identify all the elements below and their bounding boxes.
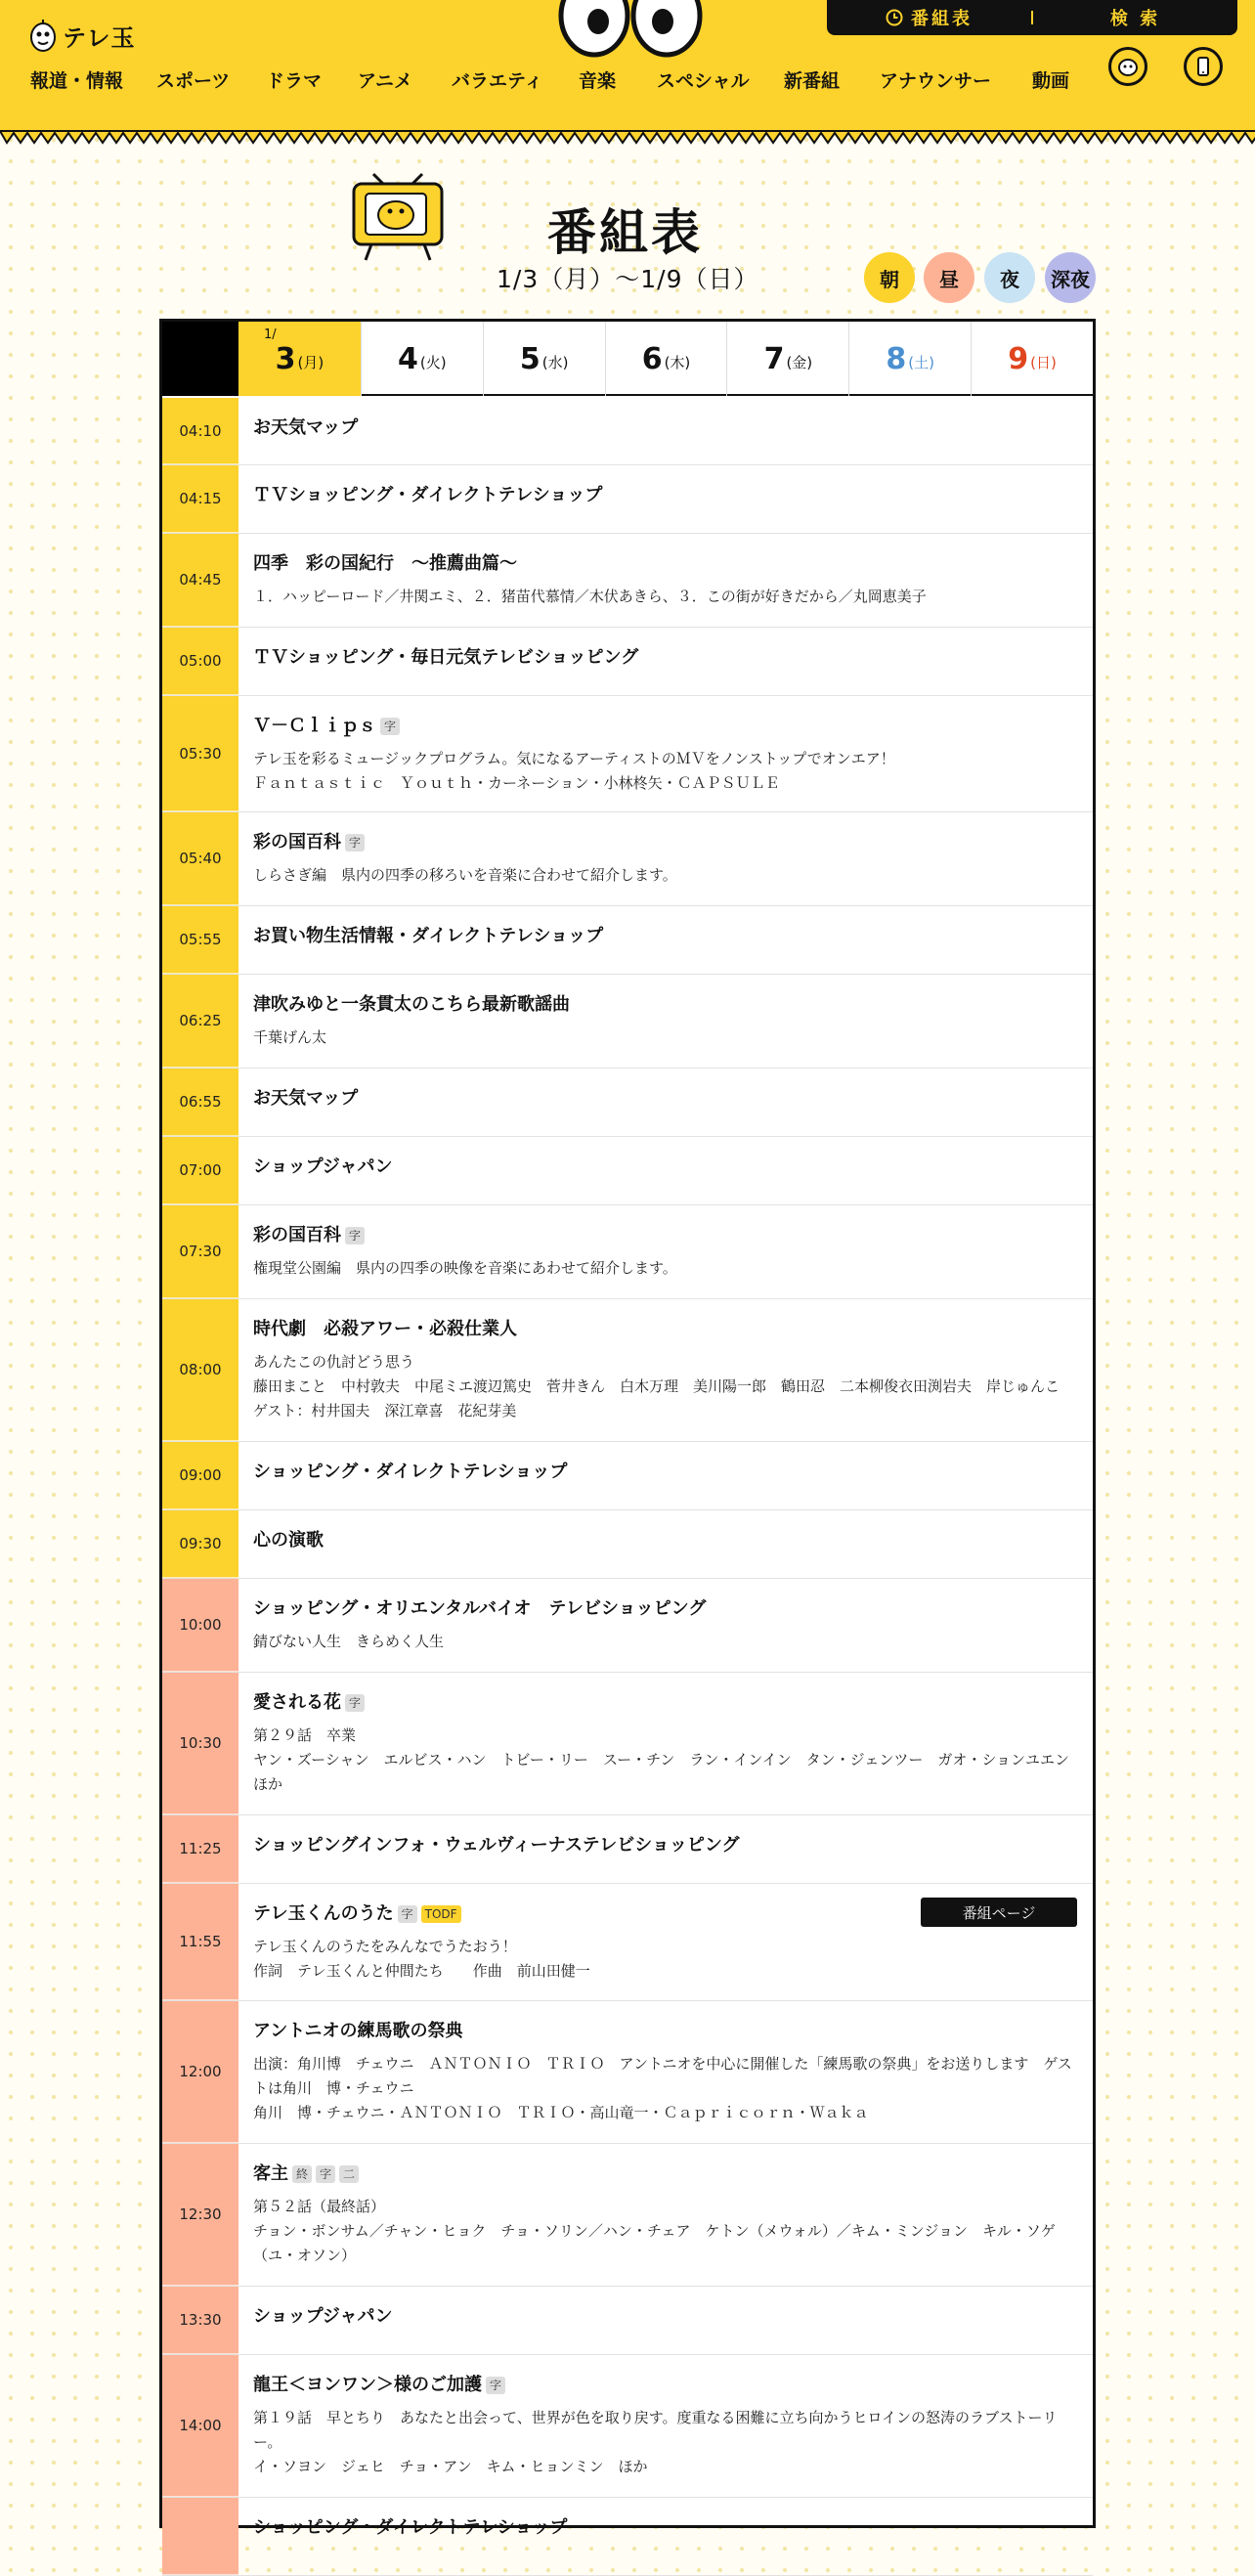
program-description: 第２９話 卒業 bbox=[253, 1726, 357, 1744]
program-title-line bbox=[253, 2517, 1077, 2539]
program-title-line bbox=[253, 832, 1077, 853]
program-title[interactable]: ショッピング・オリエンタルバイオ テレビショッピング bbox=[253, 1598, 707, 1619]
program-row[interactable] bbox=[162, 2498, 1093, 2576]
program-info bbox=[238, 2144, 1093, 2286]
program-title[interactable]: ＴＶショッピング・ダイレクトテレショップ bbox=[253, 485, 603, 505]
program-title-line bbox=[253, 647, 1077, 669]
schedule-table bbox=[159, 319, 1096, 2538]
day-tab-3[interactable] bbox=[605, 322, 727, 396]
program-title[interactable]: テレ玉くんのうた bbox=[253, 1903, 394, 1924]
tod-night-label: 夜 bbox=[1000, 267, 1019, 291]
clock-icon bbox=[886, 9, 903, 26]
nav-item-new-programs[interactable]: 新番組 bbox=[784, 70, 841, 92]
nav-item-variety[interactable]: バラエティ bbox=[452, 70, 543, 92]
day-tab-number: 5 bbox=[519, 341, 541, 376]
program-badge: 字 bbox=[345, 1227, 365, 1244]
day-tab-weekday: (土) bbox=[908, 353, 935, 371]
program-title-line bbox=[253, 716, 1077, 737]
program-time: 04:10 bbox=[162, 398, 238, 464]
program-title-line bbox=[253, 2375, 1077, 2396]
program-description: 藤田まこと 中村敦夫 中尾ミエ渡辺篤史 菅井きん 白木万理 美川陽一郎 鶴田忍 二本柳俊衣田渕岩夫 岸じゅんこ ゲスト：村井国夫 深江章喜 花紀芽美 bbox=[253, 1377, 1075, 1419]
mascot-eyes-icon bbox=[557, 0, 704, 59]
program-info bbox=[238, 2287, 1093, 2354]
program-title-line bbox=[253, 2163, 1077, 2185]
program-badge: 字 bbox=[345, 834, 365, 851]
program-info bbox=[238, 906, 1093, 974]
program-time: 05:30 bbox=[162, 696, 238, 811]
program-title-line bbox=[253, 1225, 1077, 1246]
program-time: 05:55 bbox=[162, 906, 238, 974]
program-time: 14:00 bbox=[162, 2355, 238, 2497]
program-title-line bbox=[253, 2021, 1077, 2042]
program-row[interactable] bbox=[162, 1299, 1093, 1442]
program-row[interactable] bbox=[162, 1205, 1093, 1299]
nav-item-announcers[interactable]: アナウンサー bbox=[880, 70, 992, 92]
program-title-line bbox=[253, 417, 1077, 439]
program-info bbox=[238, 2355, 1093, 2497]
program-title[interactable]: 四季 彩の国紀行 ～推薦曲篇～ bbox=[253, 553, 517, 574]
program-badge: 終 bbox=[292, 2165, 312, 2183]
topbar-search-link[interactable] bbox=[1033, 5, 1237, 30]
program-info bbox=[238, 812, 1093, 905]
program-title[interactable]: 時代劇 必殺アワー・必殺仕業人 bbox=[253, 1319, 517, 1339]
program-title-line bbox=[253, 553, 1077, 575]
program-info bbox=[238, 1884, 1093, 2000]
program-description: イ・ソヨン ジェヒ チョ・アン キム・ヒョンミン ほか bbox=[253, 2458, 648, 2475]
program-badge: 字 bbox=[486, 2377, 505, 2394]
program-description: テレ玉くんのうたをみんなでうたおう！ bbox=[253, 1938, 517, 1955]
nav-mascot-button[interactable] bbox=[1108, 47, 1147, 86]
header-zigzag-edge bbox=[0, 131, 1255, 147]
program-info bbox=[238, 1137, 1093, 1204]
main-nav bbox=[0, 59, 1255, 98]
top-utility-bar bbox=[827, 0, 1237, 35]
program-badge: 字 bbox=[380, 718, 400, 735]
program-row[interactable] bbox=[162, 1137, 1093, 1205]
program-page-button[interactable]: 番組ページ bbox=[921, 1898, 1077, 1927]
program-title[interactable]: 彩の国百科 bbox=[253, 1225, 341, 1245]
program-description: 第１９話 早とちり あなたと出会って、世界が色を取り戻す。度重なる困難に立ち向かうヒロインの怒涛のラブストーリー。 bbox=[253, 2409, 1058, 2451]
program-row[interactable] bbox=[162, 398, 1093, 465]
program-title-line bbox=[253, 994, 1077, 1016]
program-row[interactable] bbox=[162, 1815, 1093, 1884]
program-row[interactable] bbox=[162, 812, 1093, 906]
nav-item-special[interactable]: スペシャル bbox=[657, 70, 750, 92]
program-description: テレ玉を彩るミュージックプログラム。気になるアーティストのＭＶをノンストップでオンエア！ bbox=[253, 750, 895, 767]
nav-item-music[interactable]: 音楽 bbox=[579, 70, 617, 92]
program-title[interactable]: ショッピング・ダイレクトテレショップ bbox=[253, 1462, 568, 1482]
tod-noon-label: 昼 bbox=[939, 267, 959, 291]
day-tab-weekday: (水) bbox=[541, 353, 569, 371]
program-time: 05:40 bbox=[162, 812, 238, 905]
program-description: あんたこの仇討どう思う bbox=[253, 1353, 415, 1371]
tod-noon-button[interactable] bbox=[924, 252, 974, 303]
program-info bbox=[238, 1442, 1093, 1509]
program-badge: 字 bbox=[316, 2165, 335, 2183]
program-info bbox=[238, 534, 1093, 627]
program-description: しらさぎ編 県内の四季の移ろいを音楽に合わせて紹介します。 bbox=[253, 866, 677, 884]
program-time: 13:30 bbox=[162, 2287, 238, 2354]
program-time: 11:55 bbox=[162, 1884, 238, 2000]
day-tab-weekday: (金) bbox=[786, 353, 813, 371]
program-row[interactable] bbox=[162, 465, 1093, 534]
program-row[interactable] bbox=[162, 1069, 1093, 1137]
program-title-line bbox=[253, 1319, 1077, 1340]
program-row[interactable] bbox=[162, 2287, 1093, 2355]
program-title[interactable]: ショッピングインフォ・ウェルヴィーナステレビショッピング bbox=[253, 1835, 740, 1856]
program-title[interactable]: お天気マップ bbox=[253, 1088, 359, 1109]
program-row[interactable] bbox=[162, 2001, 1093, 2144]
program-description: 出演：角川博 チェウニ ＡＮＴＯＮＩＯ ＴＲＩＯ アントニオを中心に開催した「練馬歌の祭典」をお送りします ゲストは角川 博・チェウニ bbox=[253, 2055, 1072, 2097]
day-tab-number: 7 bbox=[763, 341, 785, 376]
program-row[interactable] bbox=[162, 1510, 1093, 1579]
program-time: 12:00 bbox=[162, 2001, 238, 2143]
program-row[interactable] bbox=[162, 906, 1093, 975]
program-title[interactable]: お買い物生活情報・ダイレクトテレショップ bbox=[253, 926, 604, 946]
day-tab-4[interactable] bbox=[726, 322, 848, 396]
nav-item-videos[interactable]: 動画 bbox=[1032, 70, 1070, 92]
mascot-logo-icon bbox=[29, 16, 57, 55]
day-tab-number: 4 bbox=[397, 341, 418, 376]
program-info bbox=[238, 1299, 1093, 1441]
program-title[interactable]: 龍王＜ヨンワン＞様のご加護 bbox=[253, 2375, 482, 2395]
tod-late-night-label: 深夜 bbox=[1051, 267, 1090, 291]
day-tab-0[interactable] bbox=[238, 322, 361, 396]
program-badge: 字 bbox=[345, 1694, 365, 1712]
program-title[interactable]: アントニオの練馬歌の祭典 bbox=[253, 2021, 463, 2041]
program-description: 角川 博・チェウニ・ＡＮＴＯＮＩＯ ＴＲＩＯ・高山竜一・Ｃａｐｒｉｃｏｒｎ・Ｗａｋａ bbox=[253, 2104, 869, 2121]
program-title-line bbox=[253, 1157, 1077, 1178]
program-title[interactable]: ショッピング・ダイレクトテレショップ bbox=[253, 2517, 568, 2538]
site-logo[interactable] bbox=[29, 14, 136, 57]
program-info bbox=[238, 975, 1093, 1068]
program-row[interactable] bbox=[162, 1579, 1093, 1673]
day-tab-number: 3 bbox=[275, 341, 296, 376]
day-tab-number: 9 bbox=[1008, 341, 1029, 376]
topbar-schedule-label: 番組表 bbox=[911, 9, 973, 29]
topbar-schedule-link[interactable] bbox=[827, 5, 1031, 30]
program-row[interactable] bbox=[162, 1442, 1093, 1510]
day-tab-2[interactable] bbox=[483, 322, 605, 396]
program-description: ヤン・ズーシャン エルビス・ハン トビー・リー スー・チン ラン・インイン タン・ジェンツー ガオ・ションユエン ほか bbox=[253, 1751, 1085, 1793]
program-title[interactable]: 愛される花 bbox=[253, 1692, 341, 1713]
program-row[interactable] bbox=[162, 628, 1093, 696]
program-time: 07:00 bbox=[162, 1137, 238, 1204]
program-title-line bbox=[253, 1692, 1077, 1714]
program-row[interactable] bbox=[162, 2355, 1093, 2498]
program-title-line bbox=[253, 926, 1077, 947]
day-tabs-corner bbox=[162, 322, 238, 396]
program-description: 作詞 テレ玉くんと仲間たち 作曲 前山田健一 bbox=[253, 1962, 590, 1980]
program-title-line bbox=[253, 1462, 1077, 1483]
program-title[interactable]: 彩の国百科 bbox=[253, 832, 341, 852]
program-row[interactable] bbox=[162, 696, 1093, 812]
program-time: 08:00 bbox=[162, 1299, 238, 1441]
program-time: 04:15 bbox=[162, 465, 238, 533]
program-time: 04:45 bbox=[162, 534, 238, 627]
program-info bbox=[238, 1579, 1093, 1672]
program-title-line bbox=[253, 485, 1077, 506]
program-description: チョン・ボンサム／チャン・ヒョク チョ・ソリン／ハン・チェア ケトン（メウォル）／キム・ミンジョン キル・ソゲ（ユ・オソン） bbox=[253, 2222, 1056, 2264]
program-title[interactable]: ショップジャパン bbox=[253, 2306, 393, 2327]
program-badge: 字 bbox=[398, 1905, 417, 1923]
program-time: 07:30 bbox=[162, 1205, 238, 1298]
topbar-search-label: 検 索 bbox=[1109, 9, 1161, 29]
program-description: 錆びない人生 きらめく人生 bbox=[253, 1633, 445, 1650]
program-time: 06:55 bbox=[162, 1069, 238, 1136]
nav-item-anime[interactable]: アニメ bbox=[358, 70, 413, 92]
program-title-line bbox=[253, 1530, 1077, 1551]
program-title[interactable]: 心の演歌 bbox=[253, 1530, 324, 1550]
program-description: 第５２話（最終話） bbox=[253, 2198, 386, 2215]
program-description: 権現堂公園編 県内の四季の映像を音楽にあわせて紹介します。 bbox=[253, 1259, 677, 1277]
program-time: 12:30 bbox=[162, 2144, 238, 2286]
day-tab-1[interactable] bbox=[361, 322, 483, 396]
program-time: 05:00 bbox=[162, 628, 238, 695]
day-tab-month: 1/ bbox=[264, 327, 277, 342]
program-title-line bbox=[253, 1598, 1077, 1620]
program-time: 09:30 bbox=[162, 1510, 238, 1578]
tod-morning-button[interactable] bbox=[864, 252, 915, 303]
tv-mascot-icon bbox=[344, 164, 452, 262]
program-info bbox=[238, 1510, 1093, 1578]
day-tab-6[interactable] bbox=[971, 322, 1093, 396]
tod-morning-label: 朝 bbox=[880, 267, 899, 291]
program-info bbox=[238, 1205, 1093, 1298]
nav-item-sports[interactable]: スポーツ bbox=[156, 70, 231, 92]
nav-app-button[interactable] bbox=[1184, 47, 1223, 86]
program-time: 11:25 bbox=[162, 1815, 238, 1883]
day-tab-5[interactable] bbox=[848, 322, 971, 396]
program-title[interactable]: 客主 bbox=[253, 2163, 288, 2184]
day-tab-weekday: (月) bbox=[297, 353, 325, 371]
program-info bbox=[238, 1069, 1093, 1136]
program-title-line bbox=[253, 1088, 1077, 1110]
day-tab-weekday: (火) bbox=[419, 353, 447, 371]
tod-late-night-button[interactable] bbox=[1045, 252, 1096, 303]
program-info bbox=[238, 2001, 1093, 2143]
program-info bbox=[238, 2498, 1093, 2575]
day-tabs bbox=[162, 322, 1093, 396]
program-info bbox=[238, 696, 1093, 811]
program-title[interactable]: Ｖ－Ｃｌｉｐｓ bbox=[253, 716, 376, 736]
program-title-line bbox=[253, 1835, 1077, 1856]
program-info bbox=[238, 1673, 1093, 1814]
nav-item-drama[interactable]: ドラマ bbox=[266, 70, 323, 92]
day-tab-number: 6 bbox=[641, 341, 663, 376]
program-info bbox=[238, 465, 1093, 533]
program-title[interactable]: お天気マップ bbox=[253, 417, 359, 438]
program-time: 09:00 bbox=[162, 1442, 238, 1509]
program-row[interactable] bbox=[162, 1884, 1093, 2001]
day-tab-number: 8 bbox=[886, 341, 907, 376]
program-row[interactable] bbox=[162, 975, 1093, 1069]
mascot-icon bbox=[1116, 55, 1140, 78]
program-badge: 二 bbox=[339, 2165, 359, 2183]
program-time: 06:25 bbox=[162, 975, 238, 1068]
day-tab-weekday: (木) bbox=[664, 353, 691, 371]
program-time bbox=[162, 2498, 238, 2575]
program-title-line bbox=[253, 2306, 1077, 2328]
site-header bbox=[0, 0, 1255, 133]
program-info bbox=[238, 628, 1093, 695]
program-row[interactable] bbox=[162, 534, 1093, 628]
program-title[interactable]: ショップジャパン bbox=[253, 1157, 393, 1177]
program-description: Ｆａｎｔａｓｔｉｃ Ｙｏｕｔｈ・カーネーション・小林柊矢・ＣＡＰＳＵＬＥ bbox=[253, 774, 780, 792]
program-description: 千葉げん太 bbox=[253, 1028, 327, 1046]
smartphone-icon bbox=[1191, 55, 1215, 78]
nav-item-news[interactable]: 報道・情報 bbox=[30, 70, 124, 92]
program-badge: TODF bbox=[421, 1905, 461, 1923]
program-title[interactable]: ＴＶショッピング・毎日元気テレビショッピング bbox=[253, 647, 639, 668]
program-time: 10:00 bbox=[162, 1579, 238, 1672]
program-description: １．ハッピーロード／井関エミ、２．猪苗代慕情／木伏あきら、３．この街が好きだから／丸岡恵美子 bbox=[253, 588, 927, 605]
program-row[interactable] bbox=[162, 1673, 1093, 1815]
logo-text: テレ玉 bbox=[63, 23, 136, 52]
program-info bbox=[238, 1815, 1093, 1883]
program-info bbox=[238, 398, 1093, 464]
date-range: 1/3（月）〜1/9（日） bbox=[497, 265, 759, 293]
program-row[interactable] bbox=[162, 2144, 1093, 2287]
tod-night-button[interactable] bbox=[984, 252, 1035, 303]
day-tab-weekday: (日) bbox=[1030, 353, 1057, 371]
page-title: 番組表 bbox=[547, 204, 703, 261]
program-time: 10:30 bbox=[162, 1673, 238, 1814]
program-title[interactable]: 津吹みゆと一条貫太のこちら最新歌謡曲 bbox=[253, 994, 570, 1015]
